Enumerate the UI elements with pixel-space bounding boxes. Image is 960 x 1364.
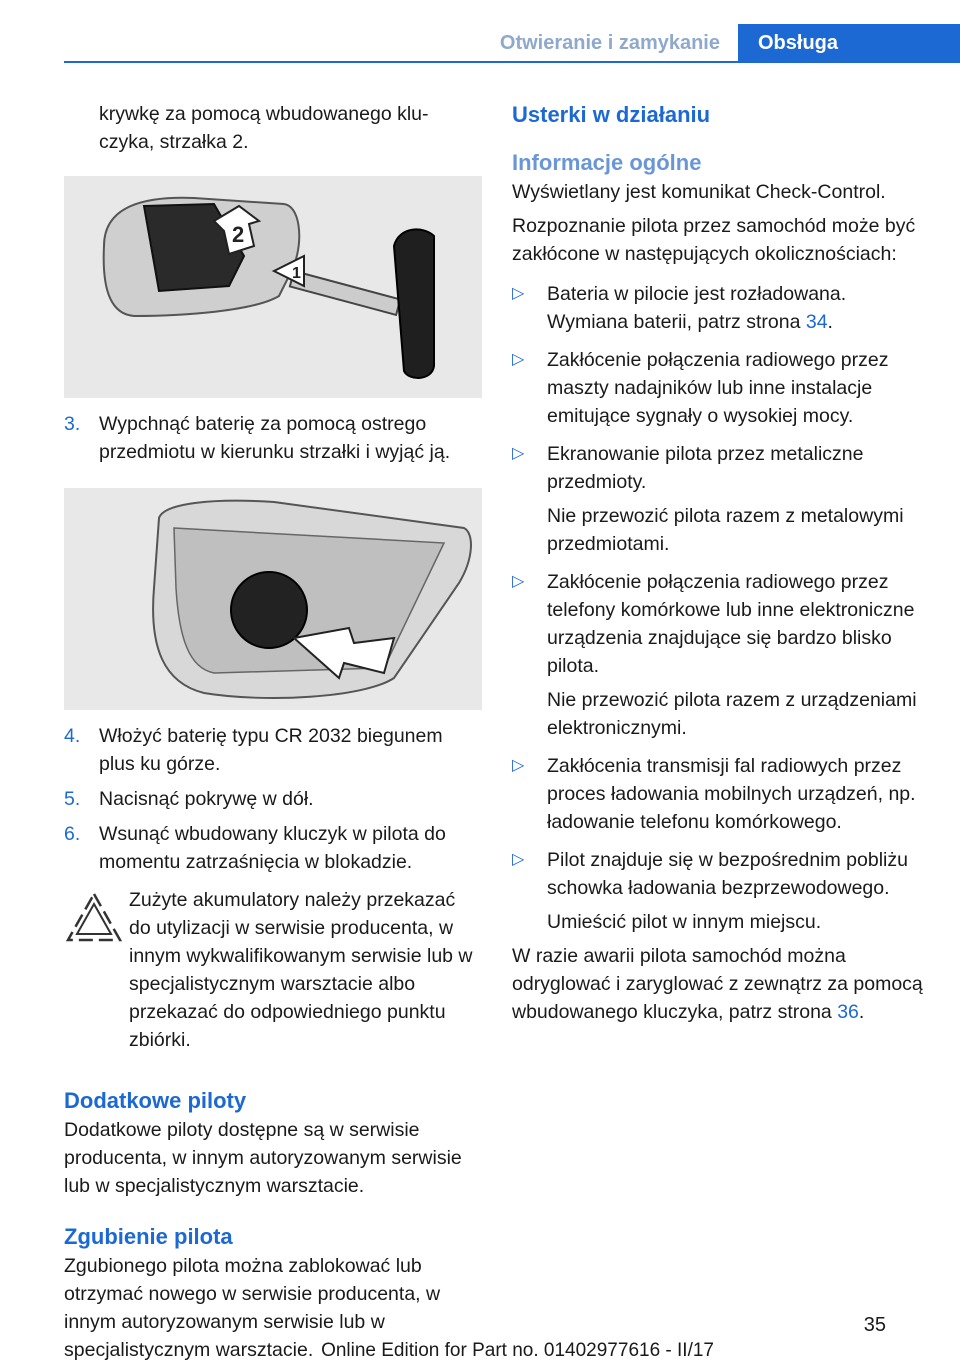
step-4	[64, 722, 482, 778]
header-section-title: Otwieranie i zamykanie	[499, 32, 720, 54]
paragraph-circumstances: Rozpoznanie pilota przez samochód może być zakłócone w następujących okolicznościach:	[512, 215, 916, 265]
svg-text:2: 2	[232, 222, 245, 247]
step-6-text: Wsunąć wbudowany kluczyk w pilota do momentu zatrzaśnięcia w blokadzie.	[99, 823, 446, 873]
header-chapter-label: Obsługa	[758, 32, 839, 54]
step-4-text: Włożyć baterię typu CR 2032 biegunem plus ku górze.	[99, 725, 443, 775]
bullet-battery-end: .	[827, 311, 833, 333]
right-column	[512, 100, 926, 1026]
bullet-battery	[512, 280, 926, 336]
heading-lost-remote: Zgubienie pilota	[64, 1224, 233, 1249]
key-cover-drawing	[64, 176, 482, 398]
key-battery-illustration	[64, 488, 482, 710]
recycling-notice	[64, 886, 482, 1054]
intro-line-1: krywkę za pomocą wbudowanego klu-	[99, 103, 429, 125]
triangle-bullet-icon: ▷	[512, 351, 525, 368]
recycling-text: Zużyte akumulatory należy przekazać do utylizacji w serwisie producenta, w innym wykwalifikowanym serwisie lub w specjalistycznym warsztacie albo przekazać do odpowiedniego punktu zbiórki.	[129, 889, 473, 1051]
edition-info: Online Edition for Part no. 01402977616 - II/17	[321, 1340, 714, 1361]
shielding-advice: Nie przewozić pilota razem z metalowymi przedmiotami.	[547, 505, 904, 555]
step-3-number: 3.	[64, 413, 81, 435]
step-6	[64, 820, 482, 876]
step-5-number: 5.	[64, 788, 81, 810]
bullet-phones	[512, 568, 926, 680]
recycle-icon	[64, 890, 124, 950]
bullet-radio-masts-text: Zakłócenie połączenia radiowego przez maszty nadajników lub inne instalacje emitujące sygnały o wysokiej mocy.	[547, 349, 889, 427]
emergency-key-end: .	[858, 1001, 865, 1023]
bullet-wireless-tray	[512, 846, 926, 902]
triangle-bullet-icon: ▷	[512, 285, 525, 302]
bullet-shielding-text: Ekranowanie pilota przez metaliczne przedmioty.	[547, 443, 864, 493]
left-column	[64, 100, 482, 1364]
phones-advice: Nie przewozić pilota razem z urządzeniami elektronicznymi.	[547, 689, 917, 739]
triangle-bullet-icon: ▷	[512, 573, 525, 590]
battery-drawing	[64, 488, 482, 710]
triangle-bullet-icon: ▷	[512, 851, 525, 868]
step-3-text: Wypchnąć baterię za pomocą ostrego przedmiotu w kierunku strzałki i wyjąć ją.	[99, 413, 451, 463]
heading-general-info: Informacje ogólne	[512, 150, 702, 175]
triangle-bullet-icon: ▷	[512, 757, 525, 774]
key-battery-cover-illustration	[64, 176, 482, 398]
step-5	[64, 785, 482, 813]
page-number: 35	[863, 1314, 886, 1336]
svg-text:1: 1	[292, 265, 301, 282]
paragraph-emergency-key	[512, 942, 926, 1026]
bullet-charging	[512, 752, 926, 836]
header-rule	[64, 61, 960, 63]
step-5-text: Nacisnąć pokrywę w dół.	[99, 788, 314, 810]
heading-extra-remotes: Dodatkowe piloty	[64, 1088, 247, 1113]
header-chapter-tab	[738, 24, 960, 62]
page-header	[0, 0, 960, 64]
step-3	[64, 410, 482, 466]
page-link-34[interactable]: 34	[805, 311, 828, 333]
bullet-shielding	[512, 440, 926, 496]
page-link-36[interactable]: 36	[837, 1001, 859, 1023]
step-4-number: 4.	[64, 725, 81, 747]
bullet-charging-text: Zakłócenia transmisji fal radiowych przez proces ładowania mobilnych urządzeń, np. ładowanie telefonu komórkowego.	[547, 755, 916, 833]
bullet-wireless-tray-text: Pilot znajduje się w bezpośrednim pobliżu schowka ładowania bezprzewodowego.	[547, 849, 908, 899]
emergency-key-text: W razie awarii pilota samochód można odryglować i zaryglować z zewnątrz za pomocą wbudowanego kluczyka, patrz strona	[512, 945, 923, 1023]
bullet-battery-text: Bateria w pilocie jest rozładowana. Wymiana baterii, patrz strona	[547, 283, 847, 333]
paragraph-extra-remotes: Dodatkowe piloty dostępne są w serwisie producenta, w innym autoryzowanym serwisie lub w specjalistycznym warsztacie.	[64, 1119, 462, 1197]
step-6-number: 6.	[64, 823, 81, 845]
heading-malfunctions: Usterki w działaniu	[512, 102, 711, 127]
paragraph-check-control: Wyświetlany jest komunikat Check-Control.	[512, 181, 886, 203]
intro-line-2: czyka, strzałka 2.	[99, 131, 249, 153]
bullet-radio-masts	[512, 346, 926, 430]
bullet-phones-text: Zakłócenie połączenia radiowego przez telefony komórkowe lub inne elektroniczne urządzenia znajdujące się bardzo blisko pilota.	[547, 571, 915, 677]
wireless-tray-advice: Umieścić pilot w innym miejscu.	[547, 911, 822, 933]
paragraph-lost-remote: Zgubionego pilota można zablokować lub otrzymać nowego w serwisie producenta, w innym autoryzowanym serwisie lub w specjalistycznym warsztacie.	[64, 1255, 441, 1361]
triangle-bullet-icon: ▷	[512, 445, 525, 462]
